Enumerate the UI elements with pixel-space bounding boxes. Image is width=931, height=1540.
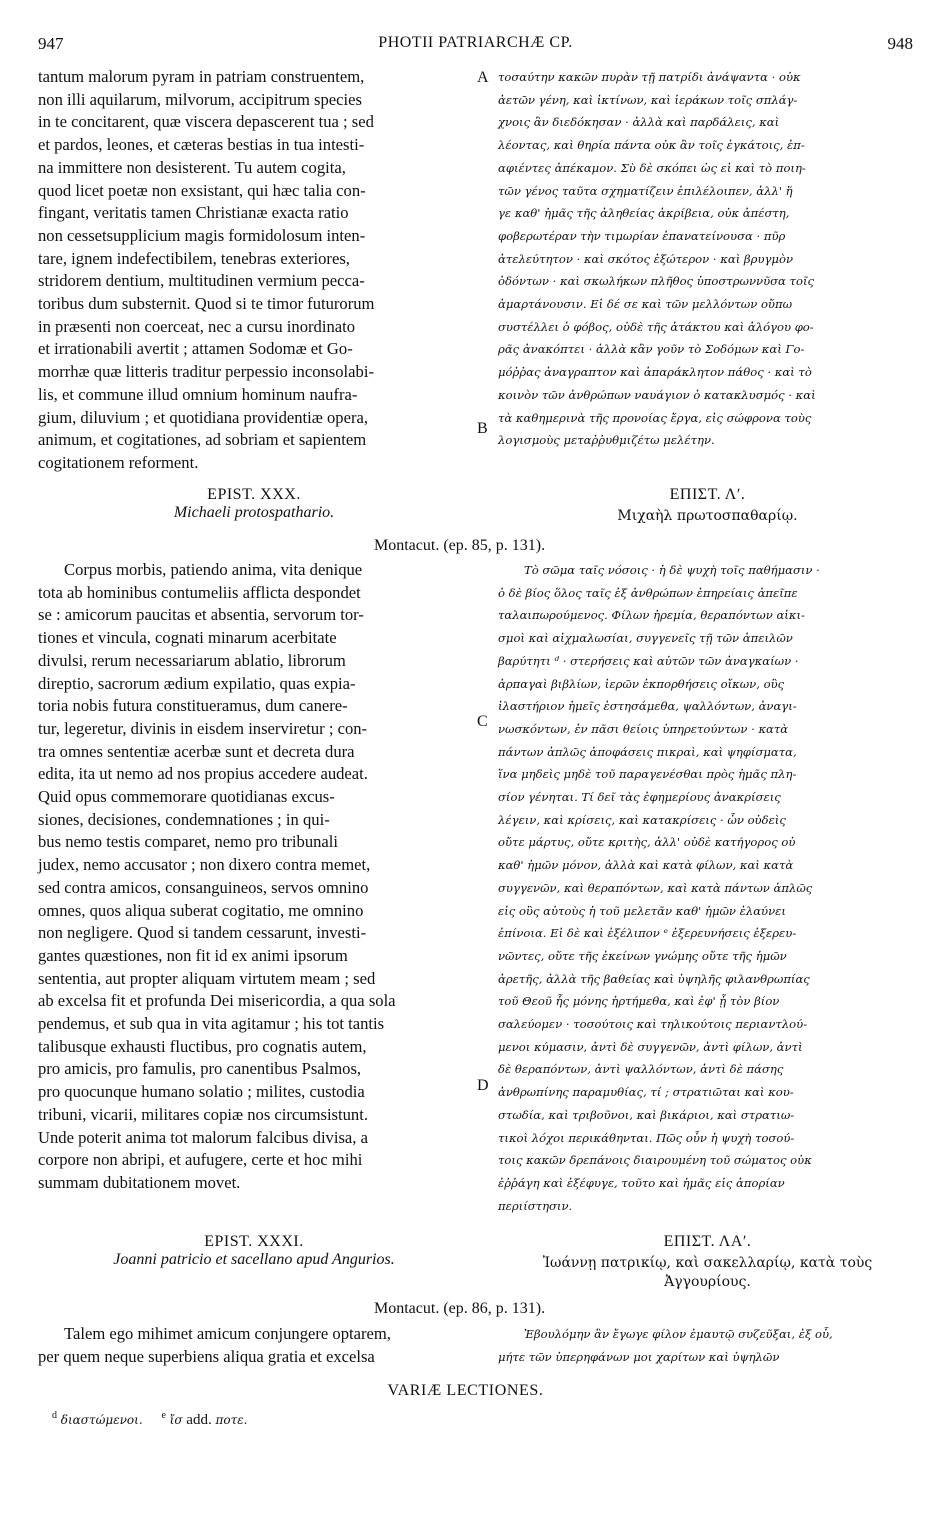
running-title: PHOTII PATRIARCHÆ CP. bbox=[378, 34, 573, 51]
latin-line: pendemus, et sub qua in vita agitamur ; his tot tantis bbox=[38, 1014, 385, 1034]
latin-line: divulsi, rerum necessariarum ablatio, librorum bbox=[38, 650, 346, 670]
latin-line: non negligere. Quod si tandem cessarunt, investi- bbox=[38, 923, 367, 943]
greek-line: στωδία, καὶ τριβοῦνοι, καὶ βικάριοι, καὶ στρατιω- bbox=[498, 1107, 795, 1122]
latin-line: animum, et cogitationes, ad sobriam et sapientem bbox=[38, 430, 367, 450]
latin-line: se : amicorum paucitas et absentia, servorum tor- bbox=[38, 605, 364, 625]
greek-line: λέγειν, καὶ κρίσεις, καὶ κατακρίσεις · ὧν οὐδεὶς bbox=[498, 812, 786, 827]
greek-line: φοβερωτέραν τὴν τιμωρίαν ἐπανατείνουσα · πῦρ bbox=[498, 228, 786, 243]
greek-line: σαλεύομεν · τοσούτοις καὶ τηλικούτοις περιαντλού- bbox=[498, 1017, 808, 1032]
latin-line: direptio, sacrorum ædium expilatio, quas expia- bbox=[38, 673, 356, 693]
latin-line: non illi aquilarum, milvorum, accipitrum species bbox=[38, 89, 362, 109]
montacut-reference-30: Montacut. (ep. 85, p. 131). bbox=[374, 537, 546, 554]
latin-epist30-body bbox=[38, 559, 470, 1195]
greek-line: ἱλαστήριον ἡμεῖς ἐστησάμεθα, ψαλλόντων, ἀναγι- bbox=[498, 699, 797, 714]
latin-line: toribus dum substernit. Quod si te timor futurorum bbox=[38, 294, 375, 314]
greek-line: περιίστησιν. bbox=[498, 1198, 573, 1213]
epist31-heading-greek bbox=[498, 1233, 917, 1292]
greek-line: πάντων ἁπλῶς ἀποφάσεις πικραὶ, καὶ ψηφίσματα, bbox=[498, 744, 797, 759]
greek-line: οὔτε μάρτυς, οὔτε κριτὴς, ἀλλ' οὐδὲ κατήγορος οὐ bbox=[498, 835, 796, 850]
latin-line: morrhæ quæ litteris traditur perpessio inconsolabi- bbox=[38, 362, 374, 382]
latin-line: Unde poterit anima tot malorum falcibus divisa, a bbox=[38, 1127, 368, 1147]
greek-line: λέοντας, καὶ θηρία πάντα οὐκ ἂν τοῖς ἐγκάτοις, ἐπ- bbox=[498, 138, 805, 153]
epist31-title-greek: ΕΠΙΣΤ. ΛΑʹ. bbox=[663, 1233, 752, 1250]
page-header bbox=[38, 34, 913, 58]
greek-line: ταλαιπωρούμενος. Φίλων ἠρεμία, θεραπόντων αἰκι- bbox=[498, 608, 805, 623]
greek-line: τὰ καθημερινὰ τῆς προνοίας ἔργα, εἰς σώφρονα τοὺς bbox=[498, 410, 812, 425]
latin-line: tiones et vincula, cognati minarum acerbitate bbox=[38, 628, 337, 648]
latin-line: toria nobis futura constitueramus, dum canere- bbox=[38, 696, 348, 716]
latin-line: tantum malorum pyram in patriam construentem, bbox=[38, 67, 365, 86]
epist30-title-greek: ΕΠΙΣΤ. Λʹ. bbox=[669, 486, 746, 503]
greek-line: εἰς οὓς αὐτοὺς ἡ τοῦ μελετᾶν καθ' ἡμῶν ἐλαύνει bbox=[498, 903, 786, 918]
greek-line: τοις κακῶν δρεπάνοις διαιρουμένη τοῦ σώματος οὐκ bbox=[498, 1153, 812, 1168]
latin-intro bbox=[38, 66, 470, 475]
greek-line: Ἐβουλόμην ἂν ἔγωγε φίλον ἐμαυτῷ συζεῦξαι, ἐξ οὗ, bbox=[524, 1327, 833, 1341]
greek-line: ἁμαρτάνουσιν. Εἰ δέ σε καὶ τῶν μελλόντων οὔπω bbox=[498, 297, 793, 312]
margin-marker-c: C bbox=[477, 713, 488, 730]
latin-line: pro quocunque humano solatio ; milites, custodia bbox=[38, 1082, 365, 1102]
greek-line: ἐῤῥάγη καὶ ἐξέφυγε, τοῦτο καὶ ἡμᾶς εἰς ἀπορίαν bbox=[498, 1175, 785, 1190]
latin-line: Talem ego mihimet amicum conjungere optarem, bbox=[64, 1324, 391, 1343]
greek-line: τοῦ Θεοῦ ἧς μόνης ἠρτήμεθα, καὶ ἐφ' ᾗ τὸν βίον bbox=[498, 994, 780, 1009]
epist30-addressee-greek: Μιχαὴλ πρωτοσπαθαρίῳ. bbox=[617, 508, 798, 524]
greek-line: ρᾶς ἀνακόπτει · ἀλλὰ κἂν γοῦν τὸ Σοδόμων καὶ Γο- bbox=[498, 342, 805, 357]
latin-line: et irrationabili avertit ; attamen Sodomæ et Go- bbox=[38, 339, 353, 359]
latin-line: tare, ignem indefectibilem, tenebras exteriores, bbox=[38, 248, 350, 268]
greek-line: ἵνα μηδεὶς μηδὲ τοῦ παραγενέσθαι πρὸς ἡμᾶς πλη- bbox=[498, 767, 797, 782]
latin-line: edita, ita ut nemo ad nos propius accedere audeat. bbox=[38, 764, 368, 784]
greek-line: ὀδόντων · καὶ σκωλήκων πλῆθος ὑποστρωννῦσα τοῖς bbox=[498, 274, 814, 289]
greek-epist31-body bbox=[498, 1323, 917, 1368]
epist31-addressee-latin: Joanni patricio et sacellano apud Angurios. bbox=[113, 1251, 395, 1268]
greek-line: ἀνθρωπίνης παραμυθίας, τί ; στρατιῶται καὶ κου- bbox=[498, 1085, 794, 1100]
epist31-title-latin: EPIST. XXXI. bbox=[204, 1233, 304, 1250]
latin-line: quod licet poetæ non exsistant, qui hæc talia con- bbox=[38, 180, 366, 200]
latin-line: in præsenti non coerceat, nec a cursu inordinato bbox=[38, 316, 356, 336]
latin-line: per quem neque superbiens aliqua gratia et excelsa bbox=[38, 1346, 375, 1366]
latin-line: summam dubitationem movet. bbox=[38, 1172, 241, 1192]
greek-line: χνοις ἂν διεδόκησαν · ἀλλὰ καὶ παρδάλεις, καὶ bbox=[498, 115, 780, 130]
greek-epist30-body bbox=[498, 559, 917, 1217]
latin-line: tribuni, vicarii, militares copiæ nos circumsistunt. bbox=[38, 1104, 368, 1124]
latin-line: bus nemo testis comparet, nemo pro tribunali bbox=[38, 832, 339, 852]
page-number-right: 948 bbox=[887, 34, 913, 53]
latin-line: talibusque exhausti fluctibus, pro cognatis autem, bbox=[38, 1036, 367, 1056]
epist31-addressee-greek-2: Ἀγγουρίους. bbox=[664, 1274, 751, 1290]
latin-line: in te concitarent, quæ viscera depascerent tua ; sed bbox=[38, 112, 374, 132]
epist31-heading-latin bbox=[38, 1233, 470, 1269]
latin-line: non cessetsupplicium magis formidolosum inten- bbox=[38, 225, 366, 245]
latin-line: tur, legeretur, divinis in eisdem inserviretur ; con- bbox=[38, 718, 368, 738]
latin-line: gium, diluvium ; et quotidiana providentiæ opera, bbox=[38, 407, 368, 427]
greek-intro bbox=[498, 66, 917, 452]
footnote-e-word: ἴσ bbox=[169, 1413, 183, 1427]
greek-line: τοσαύτην κακῶν πυρὰν τῇ πατρίδι ἀνάψαντα · οὐκ bbox=[498, 70, 801, 84]
greek-line: ἀετῶν γένη, καὶ ἰκτίνων, καὶ ἱεράκων τοῖς σπλάγ- bbox=[498, 92, 798, 107]
greek-line: νωσκόντων, ἐν πᾶσι θείοις ὑπηρετούντων · κατὰ bbox=[498, 721, 789, 736]
variae-lectiones-notes bbox=[52, 1410, 247, 1429]
latin-line: corpore non abripi, et aufugere, certe et hoc mihi bbox=[38, 1150, 363, 1170]
latin-line: pro amicis, pro famulis, pro canentibus Psalmos, bbox=[38, 1059, 362, 1079]
greek-line: βαρύτητι ᵈ · στερήσεις καὶ αὐτῶν τῶν ἀναγκαίων · bbox=[498, 653, 799, 668]
greek-line: αφιέντες ἀπέκαμον. Σὺ δὲ σκόπει ὡς εἰ καὶ τὸ ποιη- bbox=[498, 160, 806, 175]
latin-line: fingant, veritatis tamen Christianæ exacta ratio bbox=[38, 203, 349, 223]
latin-line: ab excelsa fit et profunda Dei misericordia, a qua sola bbox=[38, 991, 396, 1011]
greek-line: τικοὶ λόχοι περικάθηνται. Πῶς οὖν ἡ ψυχὴ τοσού- bbox=[498, 1130, 795, 1145]
greek-line: λογισμοὺς μεταῤῥυθμιζέτω μελέτην. bbox=[498, 433, 715, 448]
latin-line: lis, et commune illud omnium hominum naufra- bbox=[38, 384, 358, 404]
greek-line: ὁ δὲ βίος ὅλος ταῖς ἐξ ἀνθρώπων ἐπηρείαις ἀπεῖπε bbox=[498, 585, 798, 600]
greek-line: τῶν γένος ταῦτα σχηματίζειν ἐπιλέλοιπεν, ἀλλ' ἥ bbox=[498, 183, 793, 198]
latin-line: Corpus morbis, patiendo anima, vita denique bbox=[64, 560, 363, 579]
latin-line: sententia, aut propter aliquam virtutem meam ; sed bbox=[38, 968, 376, 988]
latin-line: Quid opus commemorare quotidianas excus- bbox=[38, 787, 335, 807]
latin-line: et pardos, leones, et cæteras bestias in tua intesti- bbox=[38, 135, 365, 155]
latin-line: tra omnes sententiæ acerbæ sunt et decreta dura bbox=[38, 741, 355, 761]
footnote-e-text: add. bbox=[186, 1412, 212, 1428]
footnote-d-letter: d bbox=[52, 1410, 57, 1421]
epist30-heading-latin bbox=[38, 486, 470, 522]
latin-line: sed contra amicos, consanguineos, servos omnino bbox=[38, 877, 369, 897]
greek-line: ἐπίνοια. Εἰ δὲ καὶ ἐξέλιπον ᵉ ἐξερευνήσεις ἐξερευ- bbox=[498, 926, 797, 941]
greek-line: Τὸ σῶμα ταῖς νόσοις · ἡ δὲ ψυχὴ τοῖς παθήμασιν · bbox=[524, 563, 820, 577]
latin-line: tota ab hominibus contumeliis afflicta despondet bbox=[38, 582, 361, 602]
margin-marker-b: B bbox=[477, 420, 488, 437]
latin-line: omnes, quos aliqua suberat cogitatio, me omnino bbox=[38, 900, 364, 920]
latin-line: judex, nemo accusator ; non dixero contra memet, bbox=[38, 855, 371, 875]
variae-lectiones-title: VARIÆ LECTIONES. bbox=[387, 1382, 544, 1399]
greek-line: ἀτελεύτητον · καὶ σκότος ἐξώτερον · καὶ βρυγμὸν bbox=[498, 251, 793, 266]
montacut-reference-31: Montacut. (ep. 86, p. 131). bbox=[374, 1300, 546, 1317]
footnote-e-letter: e bbox=[161, 1410, 166, 1421]
greek-line: ἀρετῆς, ἀλλὰ τῆς βαθείας καὶ ὑψηλῆς φιλανθρωπίας bbox=[498, 971, 810, 986]
epist30-title-latin: EPIST. XXX. bbox=[207, 486, 301, 503]
greek-line: γε καθ' ἡμᾶς τῆς ἀληθείας ἀκρίβεια, οὐκ ἀπέστη, bbox=[498, 206, 790, 221]
greek-line: σίον γένηται. Τί δεῖ τὰς ἐφημερίους ἀνακρίσεις bbox=[498, 790, 781, 805]
epist31-addressee-greek-1: Ἰωάννῃ πατρικίῳ, καὶ σακελλαρίῳ, κατὰ τοὺς bbox=[542, 1255, 873, 1271]
latin-line: gantes quæstiones, non fit id ex animi ipsorum bbox=[38, 945, 348, 965]
greek-line: μήτε τῶν ὑπερηφάνων μοι χαρίτων καὶ ὑψηλῶν bbox=[498, 1349, 780, 1364]
footnote-e-tail: ποτε. bbox=[215, 1413, 248, 1427]
latin-line: na immittere non desisterent. Tu autem cogita, bbox=[38, 157, 346, 177]
latin-line: siones, decisiones, condemnationes ; in qui- bbox=[38, 809, 330, 829]
page-number-left: 947 bbox=[38, 34, 64, 53]
greek-line: συστέλλει ὁ φόβος, οὐδὲ τῆς ἀτάκτου καὶ ἀλόγου φο- bbox=[498, 319, 814, 334]
greek-line: νῶντες, οὔτε τῆς ἐκείνων γνώμης οὔτε τῆς ἡμῶν bbox=[498, 948, 787, 963]
margin-marker-d: D bbox=[477, 1077, 489, 1094]
latin-epist31-body bbox=[38, 1323, 470, 1368]
greek-line: σμοὶ καὶ αἰχμαλωσίαι, συγγενεῖς τῇ τῶν ἀπειλῶν bbox=[498, 631, 793, 646]
margin-marker-a: A bbox=[477, 69, 489, 86]
greek-line: κοινὸν τῶν ἀνθρώπων ναυάγιον ὁ κατακλυσμός · καὶ bbox=[498, 387, 816, 402]
epist30-addressee-latin: Michaeli protospathario. bbox=[173, 504, 335, 521]
greek-line: δὲ θεραπόντων, ἀντὶ ψαλλόντων, ἀντὶ δὲ πάσης bbox=[498, 1062, 784, 1077]
latin-line: stridorem dentium, multitudinen vermium pecca- bbox=[38, 271, 365, 291]
latin-line: cogitationem reforment. bbox=[38, 452, 199, 472]
greek-line: συγγενῶν, καὶ θεραπόντων, καὶ κατὰ πάντων ἁπλῶς bbox=[498, 880, 813, 895]
greek-line: μενοι κύμασιν, ἀντὶ δὲ συγγενῶν, ἀντὶ φίλων, ἀντὶ bbox=[498, 1039, 803, 1054]
epist30-heading-greek bbox=[498, 486, 917, 526]
greek-line: μόῤῥας ἀναγραπτον καὶ ἀπαράκλητον πάθος · καὶ τὸ bbox=[498, 365, 812, 380]
footnote-d-text: διαστώμενοι. bbox=[60, 1413, 143, 1427]
greek-line: ἁρπαγαὶ βιβλίων, ἱερῶν ἐκπορθήσεις οἴκων, οὓς bbox=[498, 676, 785, 691]
greek-line: καθ' ἡμῶν μόνον, ἀλλὰ καὶ κατὰ φίλων, καὶ κατὰ bbox=[498, 858, 794, 873]
